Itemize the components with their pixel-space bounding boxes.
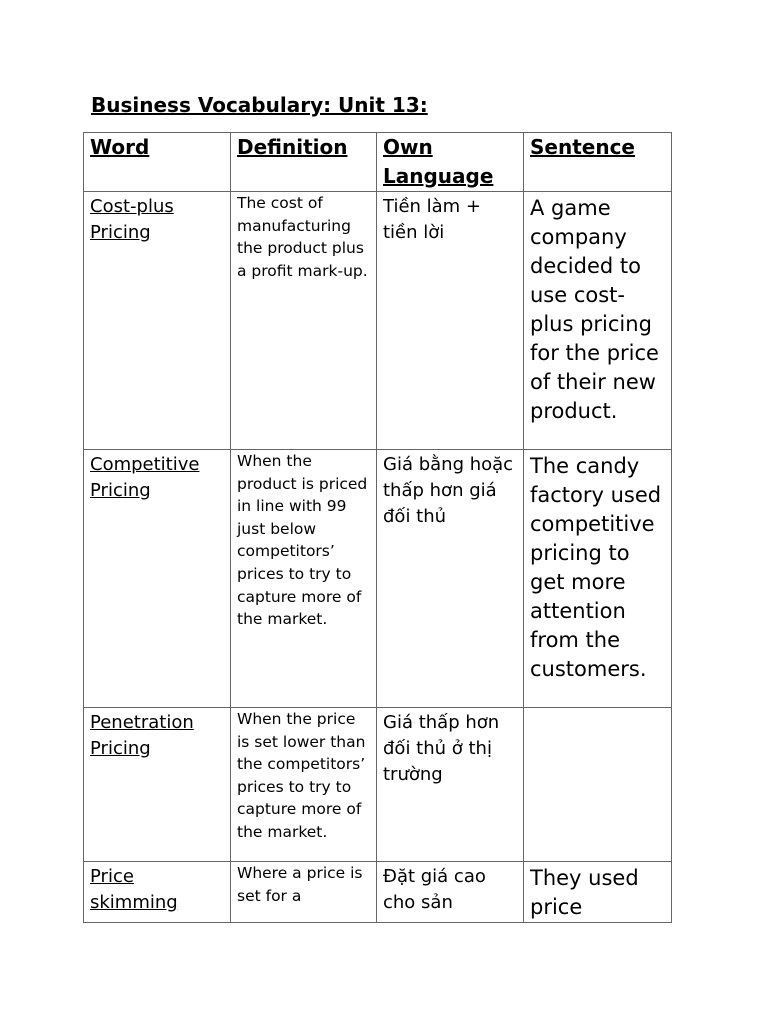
own-language-cell: Đặt giá cao cho sản (377, 862, 524, 923)
sentence-cell: They used price (524, 862, 672, 923)
header-definition: Definition (231, 133, 377, 192)
definition-cell: The cost of manufacturing the product plus a profit mark-up. (231, 192, 377, 450)
definition-cell: When the product is priced in line with 99 just below competitors’ prices to try to capture more of the market. (231, 450, 377, 708)
own-language-cell: Tiền làm + tiền lời (377, 192, 524, 450)
sentence-cell: The candy factory used competitive pricing to get more attention from the customers. (524, 450, 672, 708)
word-cell: Penetration Pricing (84, 708, 231, 862)
table-row (84, 862, 672, 923)
header-sentence: Sentence (524, 133, 672, 192)
table-row (84, 450, 672, 708)
header-own-language: Own Language (377, 133, 524, 192)
table-row (84, 708, 672, 862)
own-language-cell: Giá thấp hơn đối thủ ở thị trường (377, 708, 524, 862)
definition-cell: When the price is set lower than the competitors’ prices to try to capture more of the market. (231, 708, 377, 862)
table-row (84, 192, 672, 450)
sentence-cell (524, 708, 672, 862)
definition-cell: Where a price is set for a (231, 862, 377, 923)
word-cell: Price skimming (84, 862, 231, 923)
own-language-cell: Giá bằng hoặc thấp hơn giá đối thủ (377, 450, 524, 708)
header-word: Word (84, 133, 231, 192)
document-title: Business Vocabulary: Unit 13: (91, 93, 428, 117)
table-header-row (84, 133, 672, 192)
vocabulary-table (83, 132, 672, 923)
sentence-cell: A game company decided to use cost-plus pricing for the price of their new product. (524, 192, 672, 450)
word-cell: Cost-plus Pricing (84, 192, 231, 450)
word-cell: Competitive Pricing (84, 450, 231, 708)
